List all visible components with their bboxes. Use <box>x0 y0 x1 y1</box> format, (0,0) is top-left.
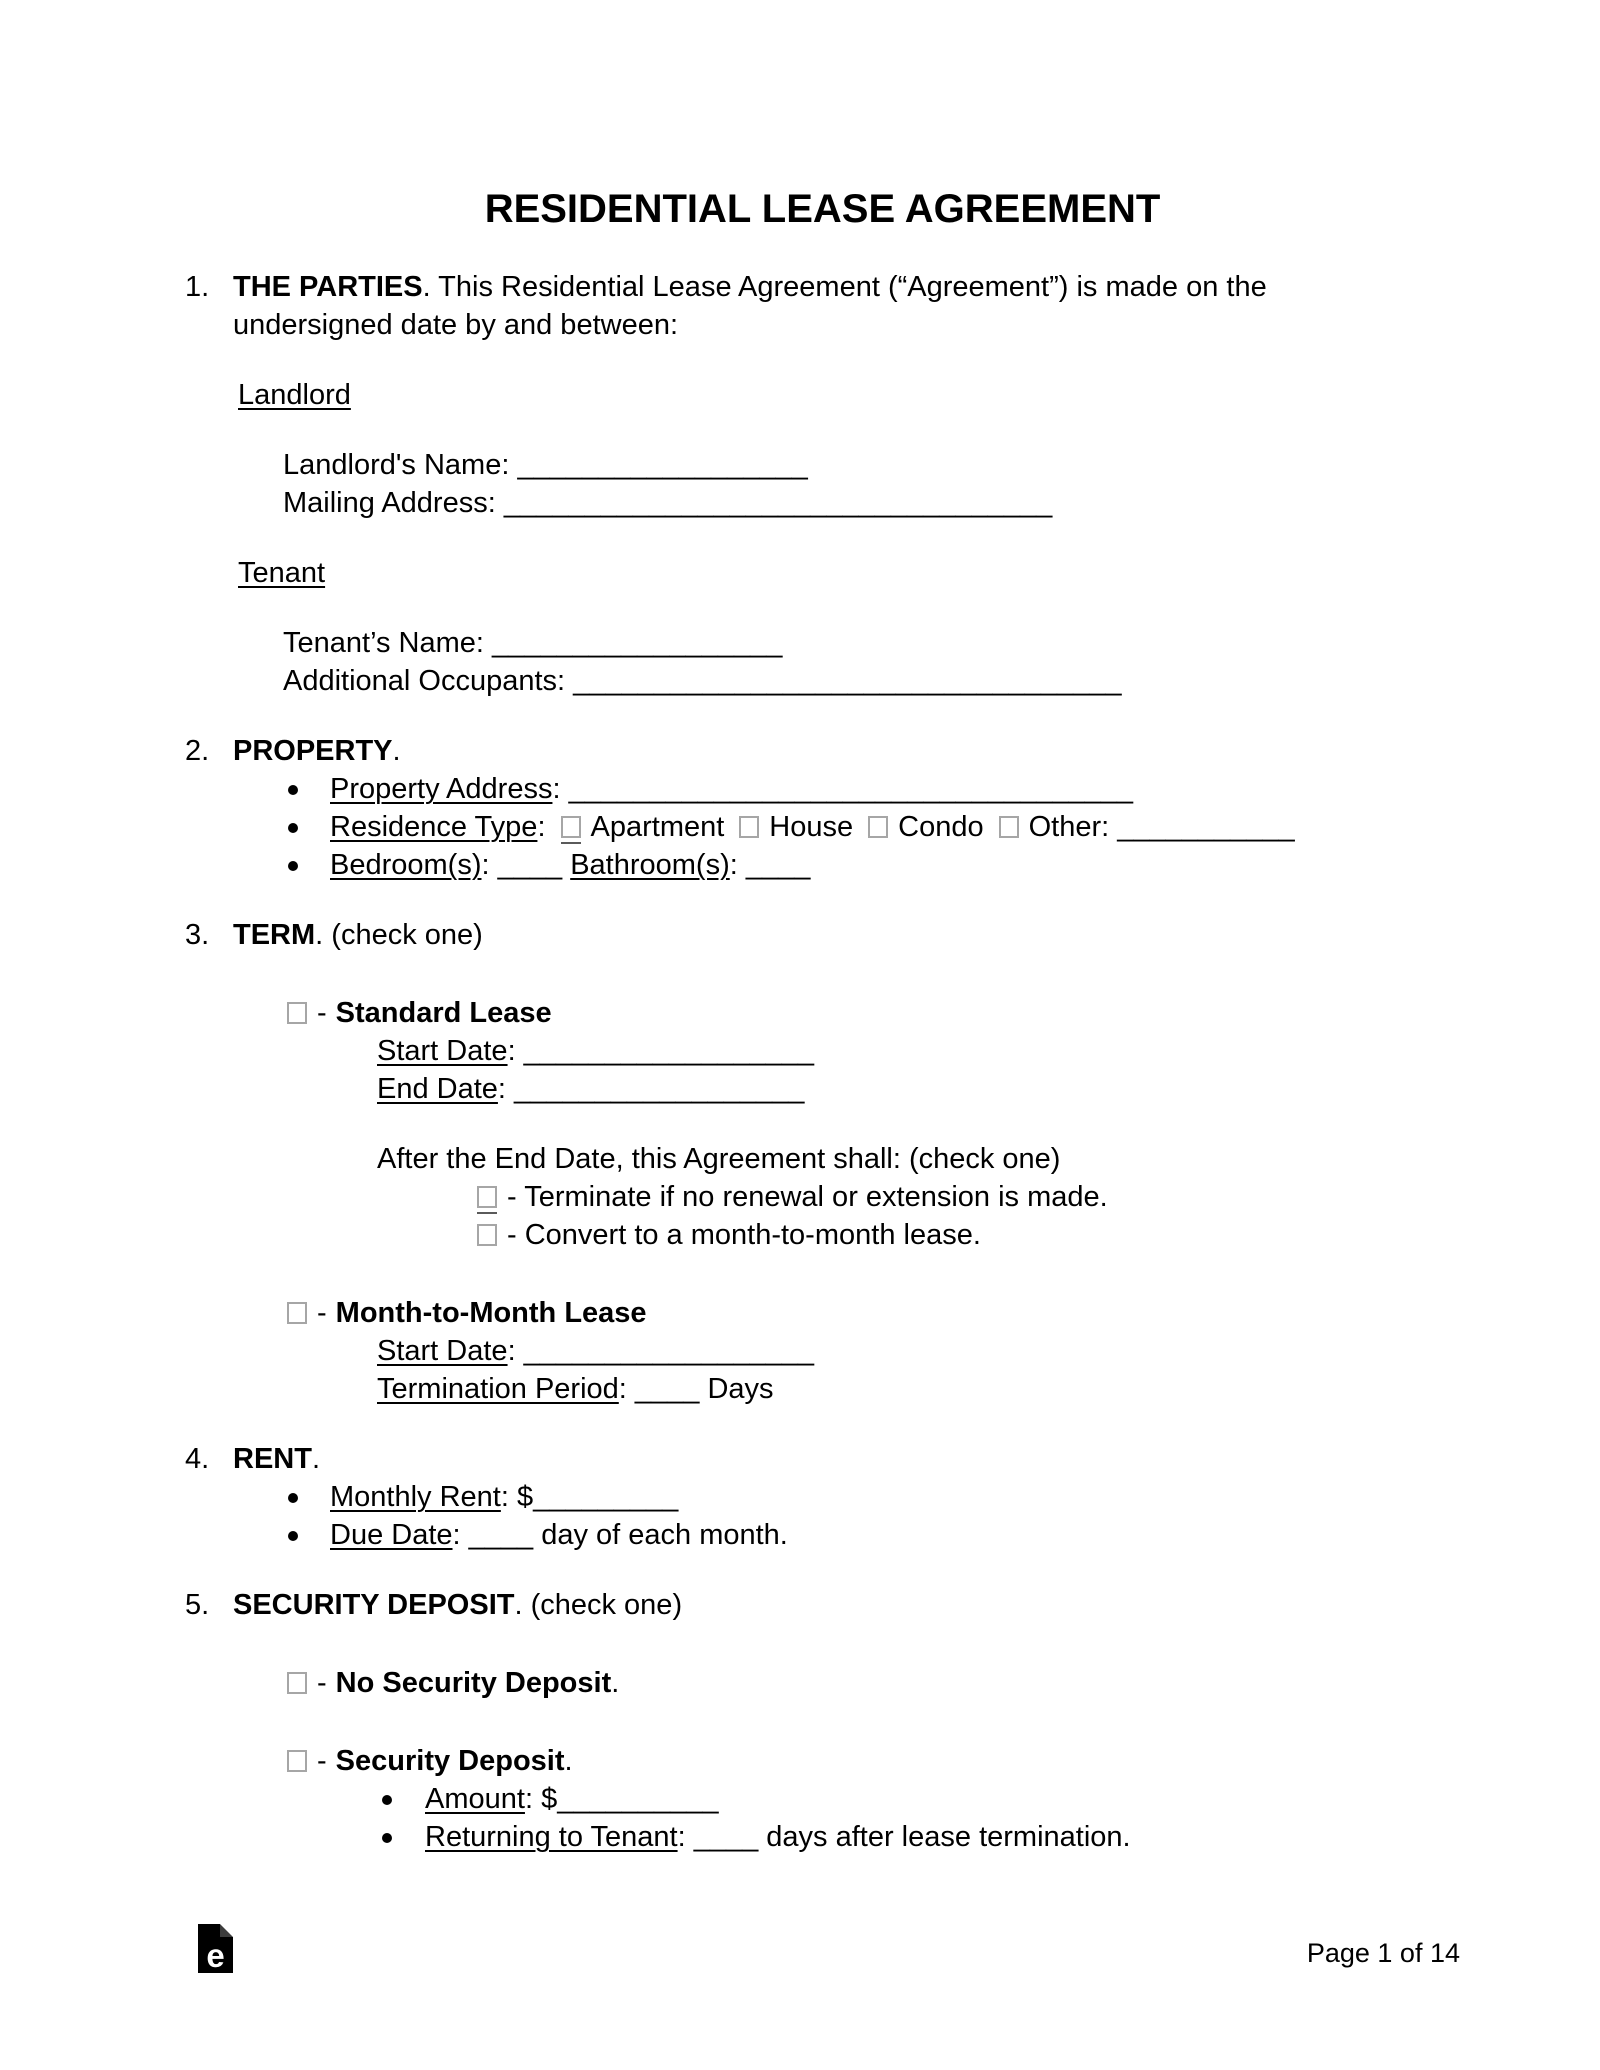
security-deposit-label: Security Deposit <box>335 1745 565 1777</box>
landlord-name-label: Landlord's Name: <box>283 449 510 481</box>
terminate-option-row <box>475 1178 1460 1216</box>
section-term: 3. TERM. (check one) <box>185 916 1460 954</box>
bullet-icon <box>288 823 298 833</box>
start-date-field[interactable]: : __________________ <box>507 1035 814 1067</box>
standard-start-date-row <box>377 1032 1460 1070</box>
due-date-label: Due Date <box>330 1519 453 1551</box>
tenant-subheading: Tenant <box>238 557 326 589</box>
other-field[interactable]: ___________ <box>1109 811 1295 843</box>
returning-to-tenant-field[interactable]: : ____ days after lease termination. <box>677 1821 1131 1853</box>
standard-end-date-row <box>377 1070 1460 1108</box>
spacer <box>185 884 1460 916</box>
spacer <box>185 592 1460 624</box>
property-address-field[interactable]: : ___________________________________ <box>552 773 1134 805</box>
m2m-start-date-field[interactable]: : __________________ <box>507 1335 814 1367</box>
bathroom-label: Bathroom(s) <box>570 849 730 881</box>
end-date-field[interactable]: : __________________ <box>497 1073 805 1105</box>
terminate-option-label: - Terminate if no renewal or extension is made. <box>507 1181 1108 1213</box>
no-security-deposit-label: No Security Deposit <box>335 1667 612 1699</box>
spacer <box>185 1254 1460 1294</box>
tenant-name-label: Tenant’s Name: <box>283 627 484 659</box>
spacer <box>185 522 1460 554</box>
bedroom-field[interactable]: : ____ <box>481 849 571 881</box>
house-option-label: House <box>769 811 854 843</box>
bullet-icon <box>288 1531 298 1541</box>
mailing-address-row <box>283 484 1460 522</box>
section-parties <box>185 268 1460 344</box>
condo-checkbox[interactable] <box>868 816 888 838</box>
standard-lease-checkbox[interactable] <box>287 1002 307 1024</box>
landlord-name-row <box>283 446 1460 484</box>
other-checkbox[interactable] <box>999 816 1019 838</box>
deposit-amount-label: Amount <box>425 1783 525 1815</box>
page-title: RESIDENTIAL LEASE AGREEMENT <box>484 187 1161 231</box>
month-to-month-checkbox[interactable] <box>287 1302 307 1324</box>
residence-type-label: Residence Type <box>330 811 538 843</box>
condo-option-label: Condo <box>898 811 984 843</box>
section-number: 5. <box>185 1589 210 1621</box>
bedroom-label: Bedroom(s) <box>330 849 482 881</box>
page-number: Page 1 of 14 <box>1306 1938 1460 1968</box>
standard-lease-label: Standard Lease <box>335 997 552 1029</box>
spacer <box>185 414 1460 446</box>
page-fold-icon <box>220 1924 233 1937</box>
termination-period-row <box>377 1370 1460 1408</box>
monthly-rent-label: Monthly Rent <box>330 1481 501 1513</box>
termination-period-label: Termination Period <box>377 1373 619 1405</box>
section-heading: SECURITY DEPOSIT <box>233 1589 515 1621</box>
apartment-option-label: Apartment <box>590 811 725 843</box>
section-number: 2. <box>185 735 210 767</box>
month-to-month-row: - Month-to-Month Lease <box>285 1294 1460 1332</box>
no-security-deposit-checkbox[interactable] <box>287 1672 307 1694</box>
monthly-rent-row <box>185 1478 1460 1516</box>
start-date-label: Start Date <box>377 1335 508 1367</box>
security-deposit-row: - Security Deposit. <box>285 1742 1460 1780</box>
parties-intro-line2: undersigned date by and between: <box>233 309 679 341</box>
spacer <box>185 1702 1460 1742</box>
standard-lease-row: - Standard Lease <box>285 994 1460 1032</box>
bullet-icon <box>382 1833 392 1843</box>
spacer <box>185 1554 1460 1586</box>
section-heading: RENT <box>233 1443 312 1475</box>
due-date-row <box>185 1516 1460 1554</box>
bullet-icon <box>288 1493 298 1503</box>
landlord-subheading: Landlord <box>238 379 351 411</box>
section-heading: PROPERTY <box>233 735 393 767</box>
returning-to-tenant-label: Returning to Tenant <box>425 1821 678 1853</box>
bullet-icon <box>288 861 298 871</box>
mailing-address-field[interactable]: __________________________________ <box>495 487 1053 519</box>
section-rent: 4. RENT. <box>185 1440 1460 1478</box>
termination-period-field[interactable]: : ____ Days <box>618 1373 774 1405</box>
house-checkbox[interactable] <box>739 816 759 838</box>
spacer <box>185 1624 1460 1664</box>
section-number: 4. <box>185 1443 210 1475</box>
deposit-amount-field[interactable]: : $__________ <box>524 1783 719 1815</box>
residence-type-row: Residence Type: Apartment House Condo Other: ___________ <box>185 808 1460 846</box>
m2m-start-date-row <box>377 1332 1460 1370</box>
convert-option-label: - Convert to a month-to-month lease. <box>507 1219 981 1251</box>
spacer <box>185 344 1460 376</box>
section-number: 1. <box>185 271 210 303</box>
property-address-label: Property Address <box>330 773 553 805</box>
spacer <box>185 954 1460 994</box>
end-date-label: End Date <box>377 1073 498 1105</box>
property-address-row <box>185 770 1460 808</box>
due-date-field[interactable]: : ____ day of each month. <box>452 1519 788 1551</box>
monthly-rent-field[interactable]: : $_________ <box>500 1481 679 1513</box>
eforms-logo-letter: e <box>206 1937 225 1974</box>
start-date-label: Start Date <box>377 1035 508 1067</box>
tenant-name-field[interactable]: __________________ <box>483 627 783 659</box>
section-property: 2. PROPERTY. <box>185 732 1460 770</box>
spacer <box>185 1108 1460 1140</box>
terminate-checkbox[interactable] <box>477 1186 497 1208</box>
month-to-month-label: Month-to-Month Lease <box>335 1297 647 1329</box>
spacer <box>185 1408 1460 1440</box>
occupants-row <box>283 662 1460 700</box>
bathroom-field[interactable]: : ____ <box>729 849 811 881</box>
bullet-icon <box>288 785 298 795</box>
returning-to-tenant-row <box>185 1818 1460 1856</box>
convert-option-row <box>475 1216 1460 1254</box>
landlord-name-field[interactable]: __________________ <box>509 449 808 481</box>
section-number: 3. <box>185 919 210 951</box>
section-security-deposit: 5. SECURITY DEPOSIT. (check one) <box>185 1586 1460 1624</box>
tenant-name-row <box>283 624 1460 662</box>
section-heading: THE PARTIES <box>233 271 423 303</box>
occupants-field[interactable]: __________________________________ <box>565 665 1122 697</box>
security-deposit-checkbox[interactable] <box>287 1750 307 1772</box>
after-end-date-text: After the End Date, this Agreement shall: (check one) <box>377 1143 1061 1175</box>
mailing-address-label: Mailing Address: <box>283 487 496 519</box>
deposit-amount-row <box>185 1780 1460 1818</box>
eforms-logo <box>198 1924 233 1973</box>
no-security-deposit-row: - No Security Deposit. <box>285 1664 1460 1702</box>
bullet-icon <box>382 1795 392 1805</box>
spacer <box>185 700 1460 732</box>
convert-checkbox[interactable] <box>477 1224 497 1246</box>
apartment-checkbox[interactable] <box>561 816 581 838</box>
bedroom-bathroom-row <box>185 846 1460 884</box>
occupants-label: Additional Occupants: <box>283 665 566 697</box>
other-option-label: Other: <box>1028 811 1110 843</box>
parties-intro-text: . This Residential Lease Agreement (“Agreement”) is made on the <box>422 271 1267 303</box>
section-heading: TERM <box>233 919 316 951</box>
